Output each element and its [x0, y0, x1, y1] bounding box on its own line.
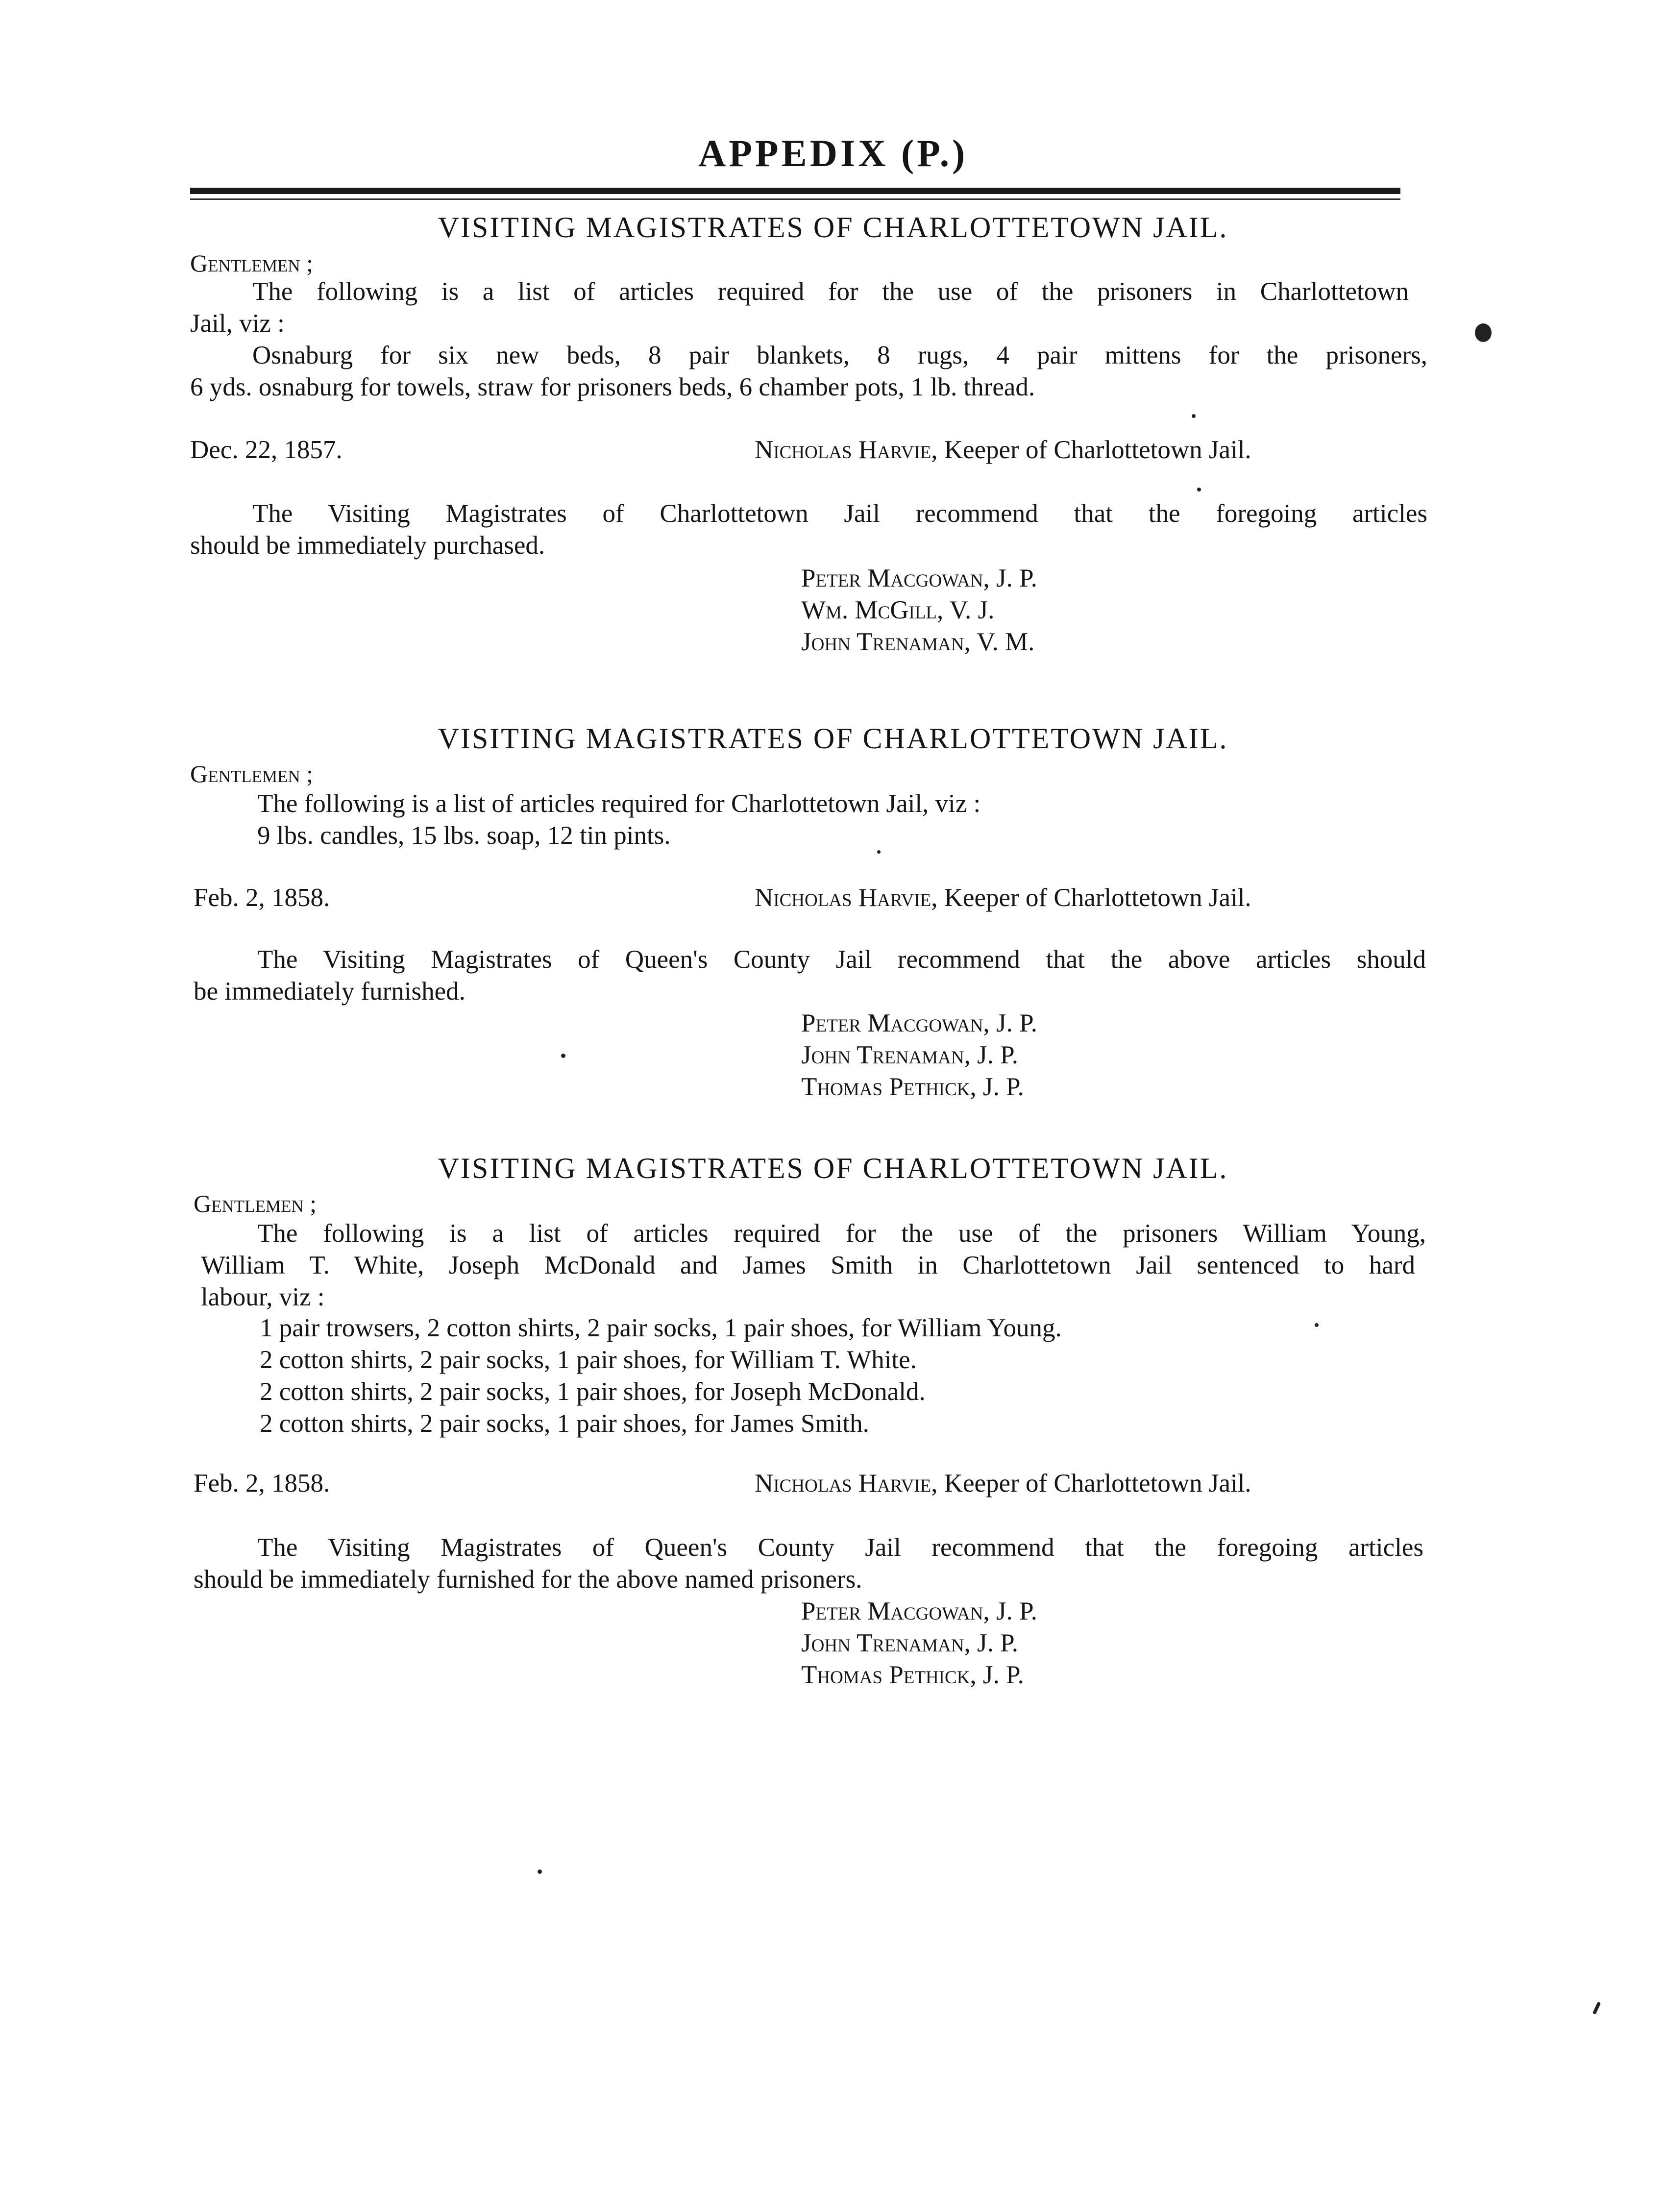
title-rule-thick — [190, 188, 1400, 194]
section-2-signature-2 — [801, 1040, 1018, 1070]
signature-name: Peter Macgowan, — [801, 564, 990, 592]
signature-name: John Trenaman, — [801, 1629, 971, 1657]
signature-name: Peter Macgowan, — [801, 1009, 990, 1037]
signature-title: J. P. — [977, 1041, 1018, 1069]
section-1-keeper-title: Keeper of Charlottetown Jail. — [944, 436, 1251, 464]
ink-speck — [877, 850, 881, 854]
signature-name: Thomas Pethick, — [801, 1073, 977, 1101]
section-3-intro-line-2: William T. White, Joseph McDonald and James Smith in Charlottetown Jail sentenced to hard — [201, 1251, 1415, 1279]
section-3-item-3: 2 cotton shirts, 2 pair socks, 1 pair shoes, for Joseph McDonald. — [260, 1377, 926, 1406]
signature-title: V. M. — [977, 628, 1035, 656]
section-1-signature-1 — [801, 564, 1037, 593]
section-2-recommend-line-1: The Visiting Magistrates of Queen's County Jail recommend that the above articles should — [257, 945, 1426, 974]
section-3-item-4: 2 cotton shirts, 2 pair socks, 1 pair shoes, for James Smith. — [260, 1409, 869, 1438]
section-1-keeper-line — [755, 435, 1251, 465]
signature-title: J. P. — [977, 1629, 1018, 1657]
section-1-salutation: Gentlemen ; — [190, 249, 314, 277]
ink-blot — [1475, 323, 1492, 342]
ink-speck — [538, 1869, 542, 1874]
section-3-recommend-line-1: The Visiting Magistrates of Queen's County Jail recommend that the foregoing articles — [257, 1533, 1423, 1562]
ink-speck — [1315, 1323, 1319, 1327]
section-2-signature-1 — [801, 1008, 1037, 1038]
section-3-item-1: 1 pair trowsers, 2 cotton shirts, 2 pair socks, 1 pair shoes, for William Young. — [260, 1314, 1062, 1342]
section-1-signature-3 — [801, 627, 1034, 657]
signature-name: John Trenaman, — [801, 1041, 971, 1069]
section-1-intro-line-2: Jail, viz : — [190, 309, 285, 338]
section-1-keeper-name: Nicholas Harvie, — [755, 436, 938, 464]
ink-speck — [1192, 414, 1196, 418]
section-2-items-line-1: 9 lbs. candles, 15 lbs. soap, 12 tin pints. — [257, 821, 671, 850]
section-1-items-line-1: Osnaburg for six new beds, 8 pair blankets, 8 rugs, 4 pair mittens for the prisoners, — [252, 341, 1427, 369]
section-1-signature-2 — [801, 595, 994, 625]
title-rule-thin — [190, 198, 1400, 200]
section-1-items-line-2: 6 yds. osnaburg for towels, straw for prisoners beds, 6 chamber pots, 1 lb. thread. — [190, 373, 1035, 401]
section-2-keeper-name: Nicholas Harvie, — [755, 884, 938, 912]
section-2-intro-line-1: The following is a list of articles required for Charlottetown Jail, viz : — [257, 789, 981, 818]
ink-speck — [561, 1054, 565, 1058]
section-3-keeper-title: Keeper of Charlottetown Jail. — [944, 1469, 1251, 1498]
signature-title: J. P. — [982, 1661, 1024, 1689]
signature-name: John Trenaman, — [801, 628, 971, 656]
section-3-intro-line-3: labour, viz : — [201, 1283, 325, 1311]
section-3-signature-3 — [801, 1660, 1024, 1690]
section-3-keeper-line — [755, 1469, 1251, 1498]
section-3-salutation: Gentlemen ; — [194, 1190, 317, 1217]
section-1-recommend-line-1: The Visiting Magistrates of Charlottetown Jail recommend that the foregoing articles — [252, 499, 1427, 528]
ink-speck — [1197, 488, 1201, 492]
section-3-keeper-name: Nicholas Harvie, — [755, 1469, 938, 1498]
section-1-date: Dec. 22, 1857. — [190, 436, 343, 464]
section-2-signature-3 — [801, 1072, 1024, 1102]
section-2-heading: VISITING MAGISTRATES OF CHARLOTTETOWN JAIL. — [438, 722, 1228, 755]
section-3-intro-line-1: The following is a list of articles required for the use of the prisoners William Young, — [257, 1219, 1426, 1248]
page-title: APPEDIX (P.) — [698, 132, 968, 174]
section-3-recommend-line-2: should be immediately furnished for the above named prisoners. — [194, 1565, 862, 1594]
signature-title: V. J. — [949, 596, 995, 624]
section-3-signature-1 — [801, 1597, 1037, 1626]
signature-title: J. P. — [996, 564, 1037, 592]
section-2-date: Feb. 2, 1858. — [194, 884, 330, 912]
section-3-heading: VISITING MAGISTRATES OF CHARLOTTETOWN JAIL. — [438, 1152, 1228, 1184]
signature-title: J. P. — [996, 1009, 1037, 1037]
section-3-date: Feb. 2, 1858. — [194, 1469, 330, 1498]
section-3-item-2: 2 cotton shirts, 2 pair socks, 1 pair shoes, for William T. White. — [260, 1346, 917, 1374]
signature-name: Wm. McGill, — [801, 596, 944, 624]
section-3-signature-2 — [801, 1628, 1018, 1658]
signature-name: Thomas Pethick, — [801, 1661, 977, 1689]
section-2-salutation: Gentlemen ; — [190, 760, 314, 787]
section-2-recommend-line-2: be immediately furnished. — [194, 977, 466, 1006]
section-1-recommend-line-2: should be immediately purchased. — [190, 531, 545, 560]
ink-stroke — [1592, 2002, 1601, 2015]
signature-title: J. P. — [982, 1073, 1024, 1101]
section-1-intro-line-1: The following is a list of articles required for the use of the prisoners in Charlottetown — [252, 277, 1409, 306]
signature-title: J. P. — [996, 1597, 1037, 1625]
section-2-keeper-title: Keeper of Charlottetown Jail. — [944, 884, 1251, 912]
section-2-keeper-line — [755, 883, 1251, 912]
section-1-heading: VISITING MAGISTRATES OF CHARLOTTETOWN JAIL. — [438, 211, 1228, 244]
signature-name: Peter Macgowan, — [801, 1597, 990, 1625]
